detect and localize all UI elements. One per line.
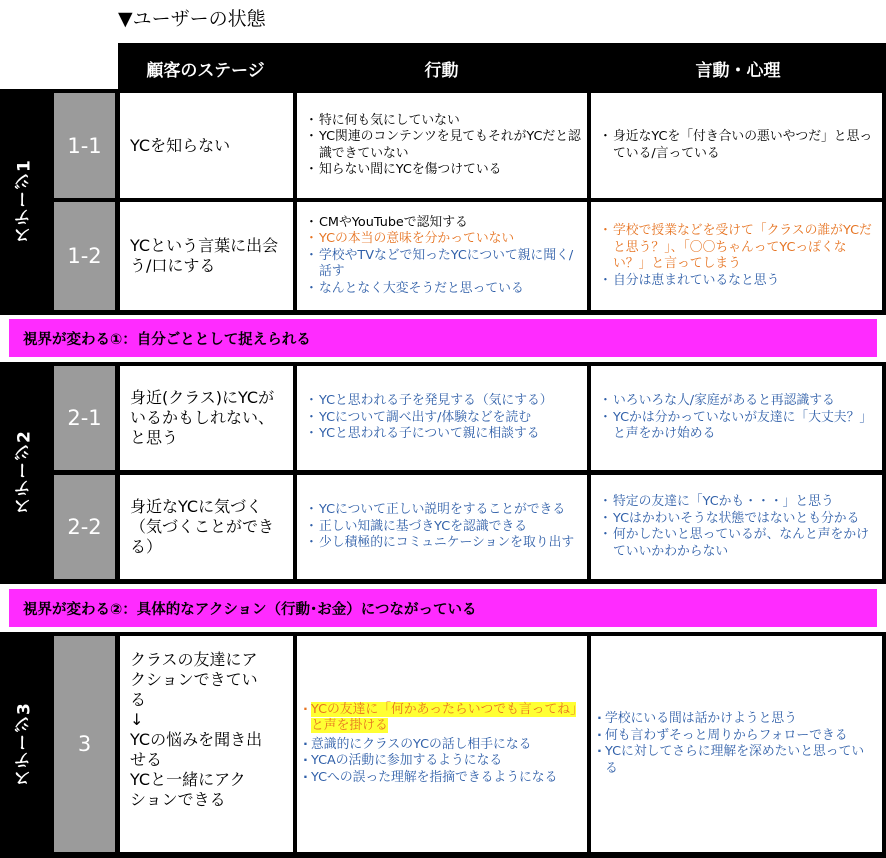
stage-name: 身近なYCに気づく（気づくことができる）	[120, 475, 293, 579]
perspective-shift-band: 視界が変わる①：自分ごととして捉えられる	[9, 319, 877, 357]
row-number: 2-1	[54, 366, 115, 470]
list-item: ・ 特に何も気にしていない	[307, 113, 581, 130]
psychology-cell	[591, 93, 882, 198]
list-item: ・ 何かしたいと思っているが、なんと声をかけていいかわからない	[601, 527, 876, 560]
stage-name-line: YCと一緒にアク	[130, 770, 246, 789]
action-cell	[297, 93, 587, 198]
list-item: ・ なんとなく大変そうだと思っている	[307, 281, 581, 298]
list-item: ・ 学校で授業などを受けて「クラスの誰がYCだと思う？」、「〇〇ちゃんってYCっぽくない？」と言ってしまう	[601, 223, 876, 273]
list-item: ・ YCについて正しい説明をすることができる	[307, 502, 574, 519]
stage-name	[120, 636, 293, 852]
stage-name: 身近(クラス)にYCがいるかもしれない、と思う	[120, 366, 293, 470]
list-item: ・ YCと思われる子を発見する（気にする）	[307, 393, 553, 410]
row-number: 2-2	[54, 475, 115, 579]
header-psychology: 言動・心理	[590, 43, 886, 93]
psychology-cell	[591, 366, 882, 470]
list-item: ・ いろいろな人/家庭があると再認識する	[601, 393, 876, 410]
list-item: · 学校にいる間は話かけようと思う	[597, 711, 876, 728]
list-item: · YCに対してさらに理解を深めたいと思っている	[597, 744, 876, 777]
list-item: ・ 身近なYCを「付き合いの悪いやつだ」と思っている/言っている	[601, 129, 876, 162]
list-item: ・ CMやYouTubeで認知する	[307, 215, 581, 232]
row-number: 1-1	[54, 93, 115, 198]
list-item: ・ YCはかわいそうな状態ではないとも分かる	[601, 511, 876, 528]
header-action: 行動	[293, 43, 590, 93]
psychology-cell	[591, 202, 882, 310]
stage-name: YCという言葉に出会う/口にする	[120, 202, 293, 310]
list-item: ・ 学校やTVなどで知ったYCについて親に聞く/話す	[307, 248, 581, 281]
list-item: ・ 少し積極的にコミュニケーションを取り出す	[307, 535, 574, 552]
stage3-label: ステージ3	[14, 702, 35, 788]
row-number: 3	[54, 636, 115, 852]
stage-name-line: クションできてい	[130, 670, 258, 689]
action-cell	[297, 475, 587, 579]
stage-name-line: ↓	[130, 710, 144, 729]
list-item: · 意識的にクラスのYCの話し相手になる	[303, 737, 581, 754]
list-item: ・ 知らない間にYCを傷つけている	[307, 162, 581, 179]
list-item: ・ YCについて調べ出す/体験などを読む	[307, 410, 553, 427]
list-item: ・ YCと思われる子について親に相談する	[307, 426, 553, 443]
page-title: ▼ユーザーの状態	[118, 8, 266, 30]
list-item: ・ 自分は恵まれているなと思う	[601, 273, 876, 290]
stage-name-line: る	[130, 690, 147, 709]
list-item: ・ YC関連のコンテンツを見てもそれがYCだと認識できていない	[307, 129, 581, 162]
stage-name-line: YCの悩みを聞き出	[130, 730, 263, 749]
row-number: 1-2	[54, 202, 115, 310]
action-cell	[297, 636, 587, 852]
list-item: ・ 正しい知識に基づきYCを認識できる	[307, 519, 574, 536]
highlighted-text: YCの友達に「何かあったらいつでも言ってね」と声を掛ける	[311, 701, 577, 734]
stage-name: YCを知らない	[120, 93, 293, 198]
stage-name-line: クラスの友達にア	[130, 650, 258, 669]
stage-name-line: ションできる	[130, 790, 226, 809]
list-item: · YCへの誤った理解を指摘できるようになる	[303, 770, 581, 787]
header-stage: 顧客のステージ	[118, 43, 293, 93]
stage1-label: ステージ1	[14, 159, 35, 245]
stage-name-line: せる	[130, 750, 163, 769]
list-item: · YCAの活動に参加するようになる	[303, 753, 581, 770]
list-item: ・ YCかは分かっていないが友達に「大丈夫？」と声をかけ始める	[601, 410, 876, 443]
list-item: · 何も言わずそっと周りからフォローできる	[597, 728, 876, 745]
action-cell	[297, 366, 587, 470]
psychology-cell	[591, 475, 882, 579]
list-item	[303, 702, 581, 735]
perspective-shift-band: 視界が変わる②：具体的なアクション（行動･お金）につながっている	[9, 589, 877, 627]
list-item: ・ YCの本当の意味を分かっていない	[307, 231, 581, 248]
psychology-cell	[591, 636, 882, 852]
action-cell	[297, 202, 587, 310]
list-item: ・ 特定の友達に「YCかも・・・」と思う	[601, 494, 876, 511]
stage2-label: ステージ2	[14, 430, 35, 516]
